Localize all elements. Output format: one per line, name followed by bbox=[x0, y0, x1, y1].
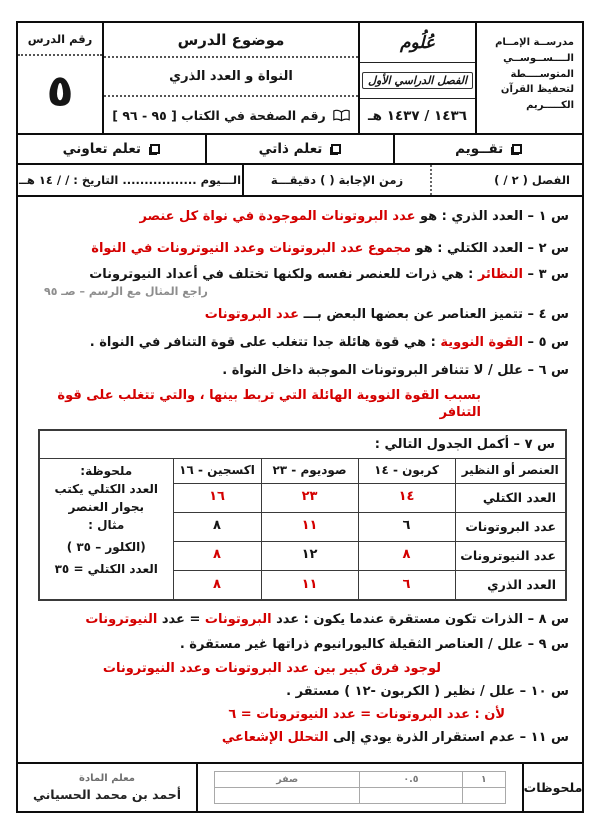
question-1 bbox=[28, 209, 569, 225]
note-line: العدد الكتلي يكتب بجوار العنصر bbox=[54, 482, 158, 514]
note-line: العدد الكتلي = ٣٥ bbox=[54, 562, 158, 576]
table-value: ١٤ bbox=[358, 483, 455, 512]
grade-cell-empty[interactable] bbox=[360, 788, 463, 804]
table-value: ٨ bbox=[358, 541, 455, 570]
table-value: ٢٣ bbox=[261, 483, 358, 512]
note-line: مثال : bbox=[88, 518, 125, 532]
table-value: ١١ bbox=[261, 512, 358, 541]
table-header-row bbox=[40, 459, 565, 483]
question-text: س ٨ – الذرات تكون مستقرة عندما يكون : عدد bbox=[271, 612, 569, 627]
grading-values-row bbox=[215, 772, 506, 788]
question-5 bbox=[28, 335, 569, 351]
checkbox-icon[interactable] bbox=[331, 144, 341, 154]
question-text: : هي قوة هائلة جدا تتغلب على قوة التنافر في النواة . bbox=[89, 334, 441, 350]
table-value: ٦ bbox=[358, 512, 455, 541]
worksheet-sheet bbox=[16, 21, 584, 813]
question-text: : هي ذرات للعنصر نفسه ولكنها تختلف في أعداد النيوترونات bbox=[89, 266, 478, 282]
book-page-label: رقم الصفحة في الكتاب [ ٩٥ - ٩٦ ] bbox=[112, 107, 326, 123]
subject-logo-block bbox=[358, 23, 475, 133]
mode-label: تعلم ذاتي bbox=[258, 141, 323, 157]
grading-table bbox=[214, 771, 506, 804]
open-book-icon bbox=[333, 109, 350, 122]
table-value: ٦ bbox=[358, 570, 455, 599]
question-text: س ١٠ – علل / نظير ( الكربون -١٢ ) مستقر . bbox=[286, 683, 569, 699]
question-6 bbox=[28, 363, 569, 379]
lesson-topic: النواة و العدد الذري bbox=[104, 58, 358, 97]
grade-cell-empty[interactable] bbox=[462, 788, 505, 804]
answer-text: القوة النووية bbox=[440, 334, 524, 350]
header-section bbox=[18, 23, 582, 135]
teacher-label: معلم المادة bbox=[79, 773, 135, 784]
class-info-row bbox=[18, 165, 582, 197]
grade-cell: ٠.٥ bbox=[360, 772, 463, 788]
footer-section bbox=[18, 762, 582, 811]
row-label: عدد النيوترونات bbox=[455, 541, 565, 570]
reference-note: راجع المثال مع الرسم – صـ ٩٥ bbox=[44, 284, 208, 298]
school-name-line: لتحفيظ القرآن bbox=[500, 84, 574, 96]
row-label: العدد الذري bbox=[455, 570, 565, 599]
question-text: س ٤ – تتميز العناصر عن بعضها البعض بـــ bbox=[299, 306, 569, 322]
table-value: ٨ bbox=[173, 512, 261, 541]
mode-label: تعلم تعاوني bbox=[62, 141, 142, 157]
question-10-answer: لأن : عدد البروتونات = عدد النيوترونات = ٦ bbox=[228, 707, 505, 722]
question-text: = عدد bbox=[157, 612, 205, 627]
topic-header-label: موضوع الدرس bbox=[104, 23, 358, 58]
question-6-answer: بسبب القوة النووية الهائلة التي تربط بينها ، والتي تتغلب على قوة التنافر bbox=[57, 388, 481, 420]
grading-area bbox=[196, 764, 524, 811]
answer-text: النيوترونات bbox=[85, 612, 158, 627]
grade-cell: صفر bbox=[215, 772, 360, 788]
col-header: صوديوم - ٢٣ bbox=[261, 459, 358, 483]
table-value: ١١ bbox=[261, 570, 358, 599]
answer-time-field: زمن الإجابة ( ) دقيقـــة bbox=[242, 165, 430, 195]
teacher-name: أحمد بن محمد الحسياني bbox=[32, 787, 182, 802]
class-field: الفصل ( ٢ / ) bbox=[430, 165, 582, 195]
col-header: كربون - ١٤ bbox=[358, 459, 455, 483]
day-date-field: الـــيوم ................. التاريخ : / / ١٤ هــ bbox=[18, 173, 242, 187]
isotopes-table bbox=[40, 459, 565, 599]
semester-row bbox=[360, 62, 475, 97]
answer-text: مجموع عدد البروتونات وعدد النيوترونات في النواة bbox=[91, 241, 412, 257]
table-value: ٨ bbox=[173, 570, 261, 599]
question-9 bbox=[28, 637, 569, 653]
question-3 bbox=[28, 267, 569, 283]
question-8 bbox=[28, 612, 569, 628]
note-line: (الكلور – ٣٥ ) bbox=[66, 540, 146, 554]
questions-section bbox=[18, 197, 582, 762]
mode-label: تقــويم bbox=[455, 141, 504, 157]
question-text: س ١ – العدد الذري : هو bbox=[415, 209, 569, 224]
school-name-line: المتوســــطة bbox=[510, 68, 574, 80]
checkbox-icon[interactable] bbox=[512, 144, 522, 154]
row-label: عدد البروتونات bbox=[455, 512, 565, 541]
question-4 bbox=[28, 307, 569, 323]
question-11 bbox=[28, 730, 569, 746]
table-value: ١٢ bbox=[261, 541, 358, 570]
question-text: س ٢ – العدد الكتلي : هو bbox=[411, 241, 569, 257]
school-name-line: الــــســوســي bbox=[503, 52, 574, 64]
mode-self-learning bbox=[207, 135, 396, 163]
lesson-number-label: رقم الدرس bbox=[18, 23, 102, 56]
question-text: س ٣ – bbox=[523, 266, 569, 282]
semester-label: الفصل الدراسي الأول bbox=[362, 72, 473, 89]
question-text: س ٥ – bbox=[523, 334, 569, 350]
grade-cell: ١ bbox=[462, 772, 505, 788]
subject-logo-text: عُلُوم bbox=[399, 32, 436, 53]
footer-notes-label: ملحوظات bbox=[523, 780, 583, 795]
school-name-block bbox=[475, 23, 582, 133]
lesson-number-value: ٥ bbox=[46, 66, 74, 117]
question-text: س ٦ – علل / لا تتنافر البروتونات الموجبة داخل النواة . bbox=[222, 363, 569, 378]
table-value: ٨ bbox=[173, 541, 261, 570]
col-header: العنصر أو النظير bbox=[455, 459, 565, 483]
question-7-table-box bbox=[38, 429, 567, 601]
answer-text: عدد البروتونات bbox=[204, 306, 300, 322]
question-7-title: س ٧ – أكمل الجدول التالي : bbox=[40, 431, 565, 459]
table-note-cell bbox=[40, 459, 173, 599]
mode-evaluation bbox=[395, 135, 582, 163]
table-value: ١٦ bbox=[173, 483, 261, 512]
school-name-line: الكـــــريم bbox=[526, 100, 574, 112]
question-text: س ١١ – عدم استقرار الذرة يودي إلى bbox=[328, 730, 569, 746]
question-text: س ٩ – علل / العناصر الثقيلة كاليورانيوم ذراتها غير مستقرة . bbox=[179, 637, 569, 653]
topic-block bbox=[102, 23, 358, 133]
answer-text: عدد البروتونات الموجودة في نواة كل عنصر bbox=[139, 209, 416, 224]
grade-cell-empty[interactable] bbox=[215, 788, 360, 804]
row-label: العدد الكتلي bbox=[455, 483, 565, 512]
grading-empty-row bbox=[215, 788, 506, 804]
school-name-line: مدرســة الإمــام bbox=[495, 37, 574, 48]
teacher-block bbox=[18, 764, 196, 811]
answer-text: التحلل الإشعاعي bbox=[221, 730, 329, 746]
lesson-number-block bbox=[18, 23, 102, 133]
learning-modes-row bbox=[18, 135, 582, 165]
checkbox-icon[interactable] bbox=[150, 144, 160, 154]
note-title: ملحوظة: bbox=[80, 464, 133, 478]
academic-year: ١٤٣٦ / ١٤٣٧ هـ bbox=[360, 98, 475, 133]
book-page-row bbox=[104, 97, 358, 133]
mode-cooperative-learning bbox=[18, 135, 207, 163]
answer-text: النظائر bbox=[477, 266, 524, 282]
question-10 bbox=[28, 684, 569, 700]
col-header: اكسجين - ١٦ bbox=[173, 459, 261, 483]
question-9-answer: لوجود فرق كبير بين عدد البروتونات وعدد النيوترونات bbox=[102, 660, 441, 676]
answer-text: البروتونات bbox=[204, 612, 272, 627]
question-2 bbox=[28, 241, 569, 257]
